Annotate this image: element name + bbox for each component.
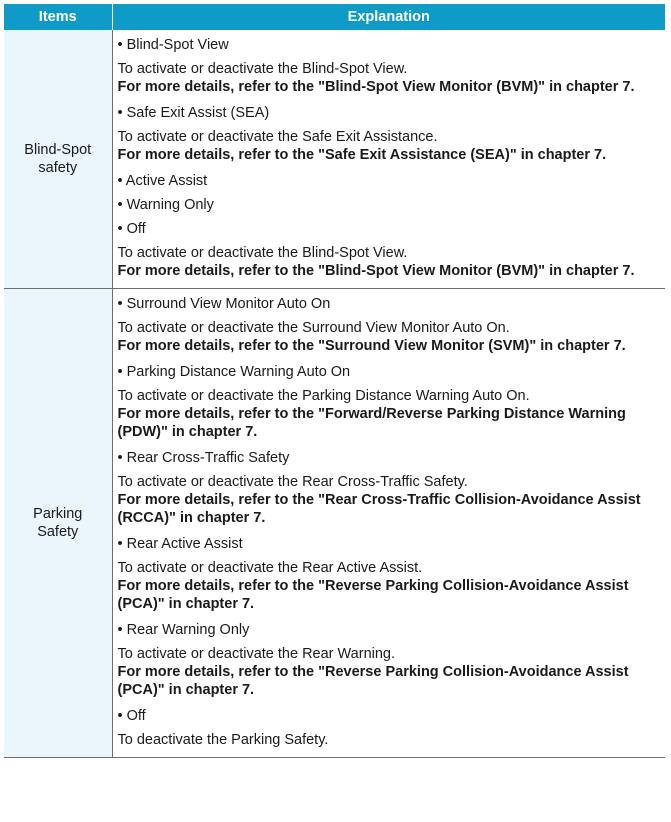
option-bullet: • Warning Only bbox=[117, 197, 214, 213]
option-description: To activate or deactivate the Safe Exit Assistance. bbox=[117, 129, 438, 145]
table-header-row bbox=[4, 4, 665, 30]
table-row bbox=[4, 30, 665, 289]
explanation-entry bbox=[118, 172, 660, 280]
explanation-entry bbox=[118, 621, 660, 699]
items-header: Items bbox=[4, 4, 112, 30]
option-description: To activate or deactivate the Parking Distance Warning Auto On. bbox=[117, 388, 530, 404]
explanation-header: Explanation bbox=[112, 4, 665, 30]
option-description: To activate or deactivate the Blind-Spot View. bbox=[117, 61, 408, 77]
chapter-reference: For more details, refer to the "Forward/Reverse Parking Distance Warning (PDW)" in chapter 7. bbox=[117, 406, 626, 440]
option-description: To activate or deactivate the Rear Warning. bbox=[117, 646, 396, 662]
chapter-reference: For more details, refer to the "Reverse Parking Collision-Avoidance Assist (PCA)" in chapter 7. bbox=[117, 664, 629, 698]
option-description: To activate or deactivate the Rear Active Assist. bbox=[117, 560, 423, 576]
table-row bbox=[4, 289, 665, 758]
item-cell bbox=[4, 30, 112, 289]
option-bullet: • Blind-Spot View bbox=[117, 37, 229, 53]
item-label: Blind-Spot safety bbox=[24, 142, 92, 176]
explanation-entry bbox=[118, 449, 660, 527]
explanation-entry bbox=[118, 535, 660, 613]
explanation-entry bbox=[118, 363, 660, 441]
explanation-cell bbox=[112, 30, 665, 289]
option-bullet: • Active Assist bbox=[117, 173, 208, 189]
option-bullet: • Surround View Monitor Auto On bbox=[117, 296, 331, 312]
option-description: To deactivate the Parking Safety. bbox=[117, 732, 329, 748]
option-bullet: • Rear Warning Only bbox=[117, 622, 250, 638]
option-bullet: • Rear Active Assist bbox=[117, 536, 243, 552]
option-bullet: • Rear Cross-Traffic Safety bbox=[117, 450, 290, 466]
chapter-reference: For more details, refer to the "Surround View Monitor (SVM)" in chapter 7. bbox=[117, 338, 626, 354]
option-bullet: • Off bbox=[117, 221, 146, 237]
option-bullet: • Off bbox=[117, 708, 146, 724]
explanation-entry bbox=[118, 707, 660, 749]
chapter-reference: For more details, refer to the "Reverse Parking Collision-Avoidance Assist (PCA)" in chapter 7. bbox=[117, 578, 629, 612]
option-description: To activate or deactivate the Surround View Monitor Auto On. bbox=[117, 320, 510, 336]
option-bullet: • Safe Exit Assist (SEA) bbox=[117, 105, 270, 121]
item-cell bbox=[4, 289, 112, 758]
option-bullet: • Parking Distance Warning Auto On bbox=[117, 364, 351, 380]
chapter-reference: For more details, refer to the "Blind-Spot View Monitor (BVM)" in chapter 7. bbox=[117, 263, 635, 279]
item-label: Parking Safety bbox=[33, 506, 83, 540]
settings-table bbox=[4, 4, 665, 758]
explanation-cell bbox=[112, 289, 665, 758]
explanation-entry bbox=[118, 295, 660, 355]
explanation-entry bbox=[118, 36, 660, 96]
chapter-reference: For more details, refer to the "Blind-Spot View Monitor (BVM)" in chapter 7. bbox=[117, 79, 635, 95]
explanation-entry bbox=[118, 104, 660, 164]
chapter-reference: For more details, refer to the "Rear Cross-Traffic Collision-Avoidance Assist (RCCA)" in chapter 7. bbox=[117, 492, 641, 526]
option-description: To activate or deactivate the Blind-Spot View. bbox=[117, 245, 408, 261]
chapter-reference: For more details, refer to the "Safe Exit Assistance (SEA)" in chapter 7. bbox=[117, 147, 607, 163]
option-description: To activate or deactivate the Rear Cross-Traffic Safety. bbox=[117, 474, 468, 490]
